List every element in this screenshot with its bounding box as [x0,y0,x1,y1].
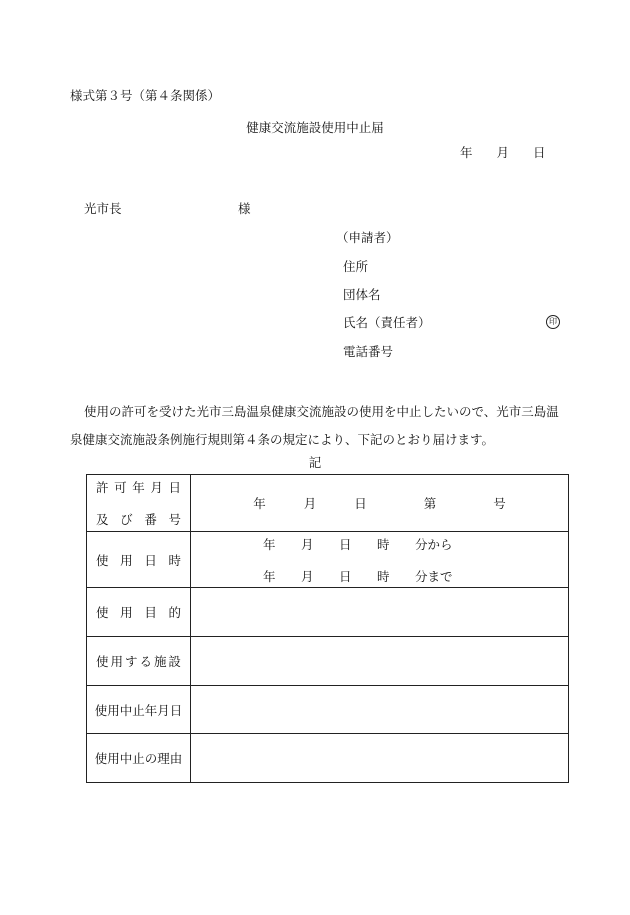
permit-value[interactable]: 年 月 日 第 号 [191,475,569,532]
ki-heading: 記 [308,455,322,470]
date-day: 日 [533,145,546,160]
cancel-date-value[interactable] [191,686,569,734]
applicant-address-label: 住所 [343,259,369,274]
cancel-date-label: 使用中止年月日 [87,686,191,734]
usage-datetime-label: 使 用 日 時 [87,532,191,588]
table-row-cancel-reason [87,734,569,783]
facility-value[interactable] [191,637,569,686]
permit-label [87,475,191,532]
purpose-value[interactable] [191,588,569,637]
table-row-purpose [87,588,569,637]
usage-datetime-value[interactable] [191,532,569,588]
permit-label-line-1: 許 可 年 月 日 [96,480,181,495]
applicant-heading: （申請者） [336,230,399,245]
date-line [460,147,546,160]
seal-mark: 印 [546,315,560,329]
date-year: 年 [460,145,473,160]
addressee-honorific: 様 [238,201,251,216]
table-row-cancel-date [87,686,569,734]
page-title: 健康交流施設使用中止届 [246,120,384,135]
applicant-name-label: 氏名（責任者） [343,315,431,330]
applicant-organization-label: 団体名 [343,287,381,302]
usage-to: 年 月 日 時 分まで [263,568,453,584]
record-table [86,474,569,783]
purpose-label: 使 用 目 的 [87,588,191,637]
addressee-name: 光市長 [84,201,122,216]
facility-label: 使 用 す る 施 設 [87,637,191,686]
applicant-phone-label: 電話番号 [343,344,394,359]
table-row-usage-datetime [87,532,569,588]
usage-from: 年 月 日 時 分から [263,536,453,552]
date-month: 月 [496,145,510,160]
table-row-facility [87,637,569,686]
form-label: 様式第３号（第４条関係） [70,88,221,103]
table-row-permit [87,475,569,532]
cancel-reason-value[interactable] [191,734,569,783]
permit-label-line-2: 及 び 番 号 [96,512,181,527]
cancel-reason-label: 使用中止の理由 [87,734,191,783]
body-text: 使用の許可を受けた光市三島温泉健康交流施設の使用を中止したいので、光市三島温泉健康交流施設条例施行規則第４条の規定により、下記のとおり届けます。 [70,404,559,447]
